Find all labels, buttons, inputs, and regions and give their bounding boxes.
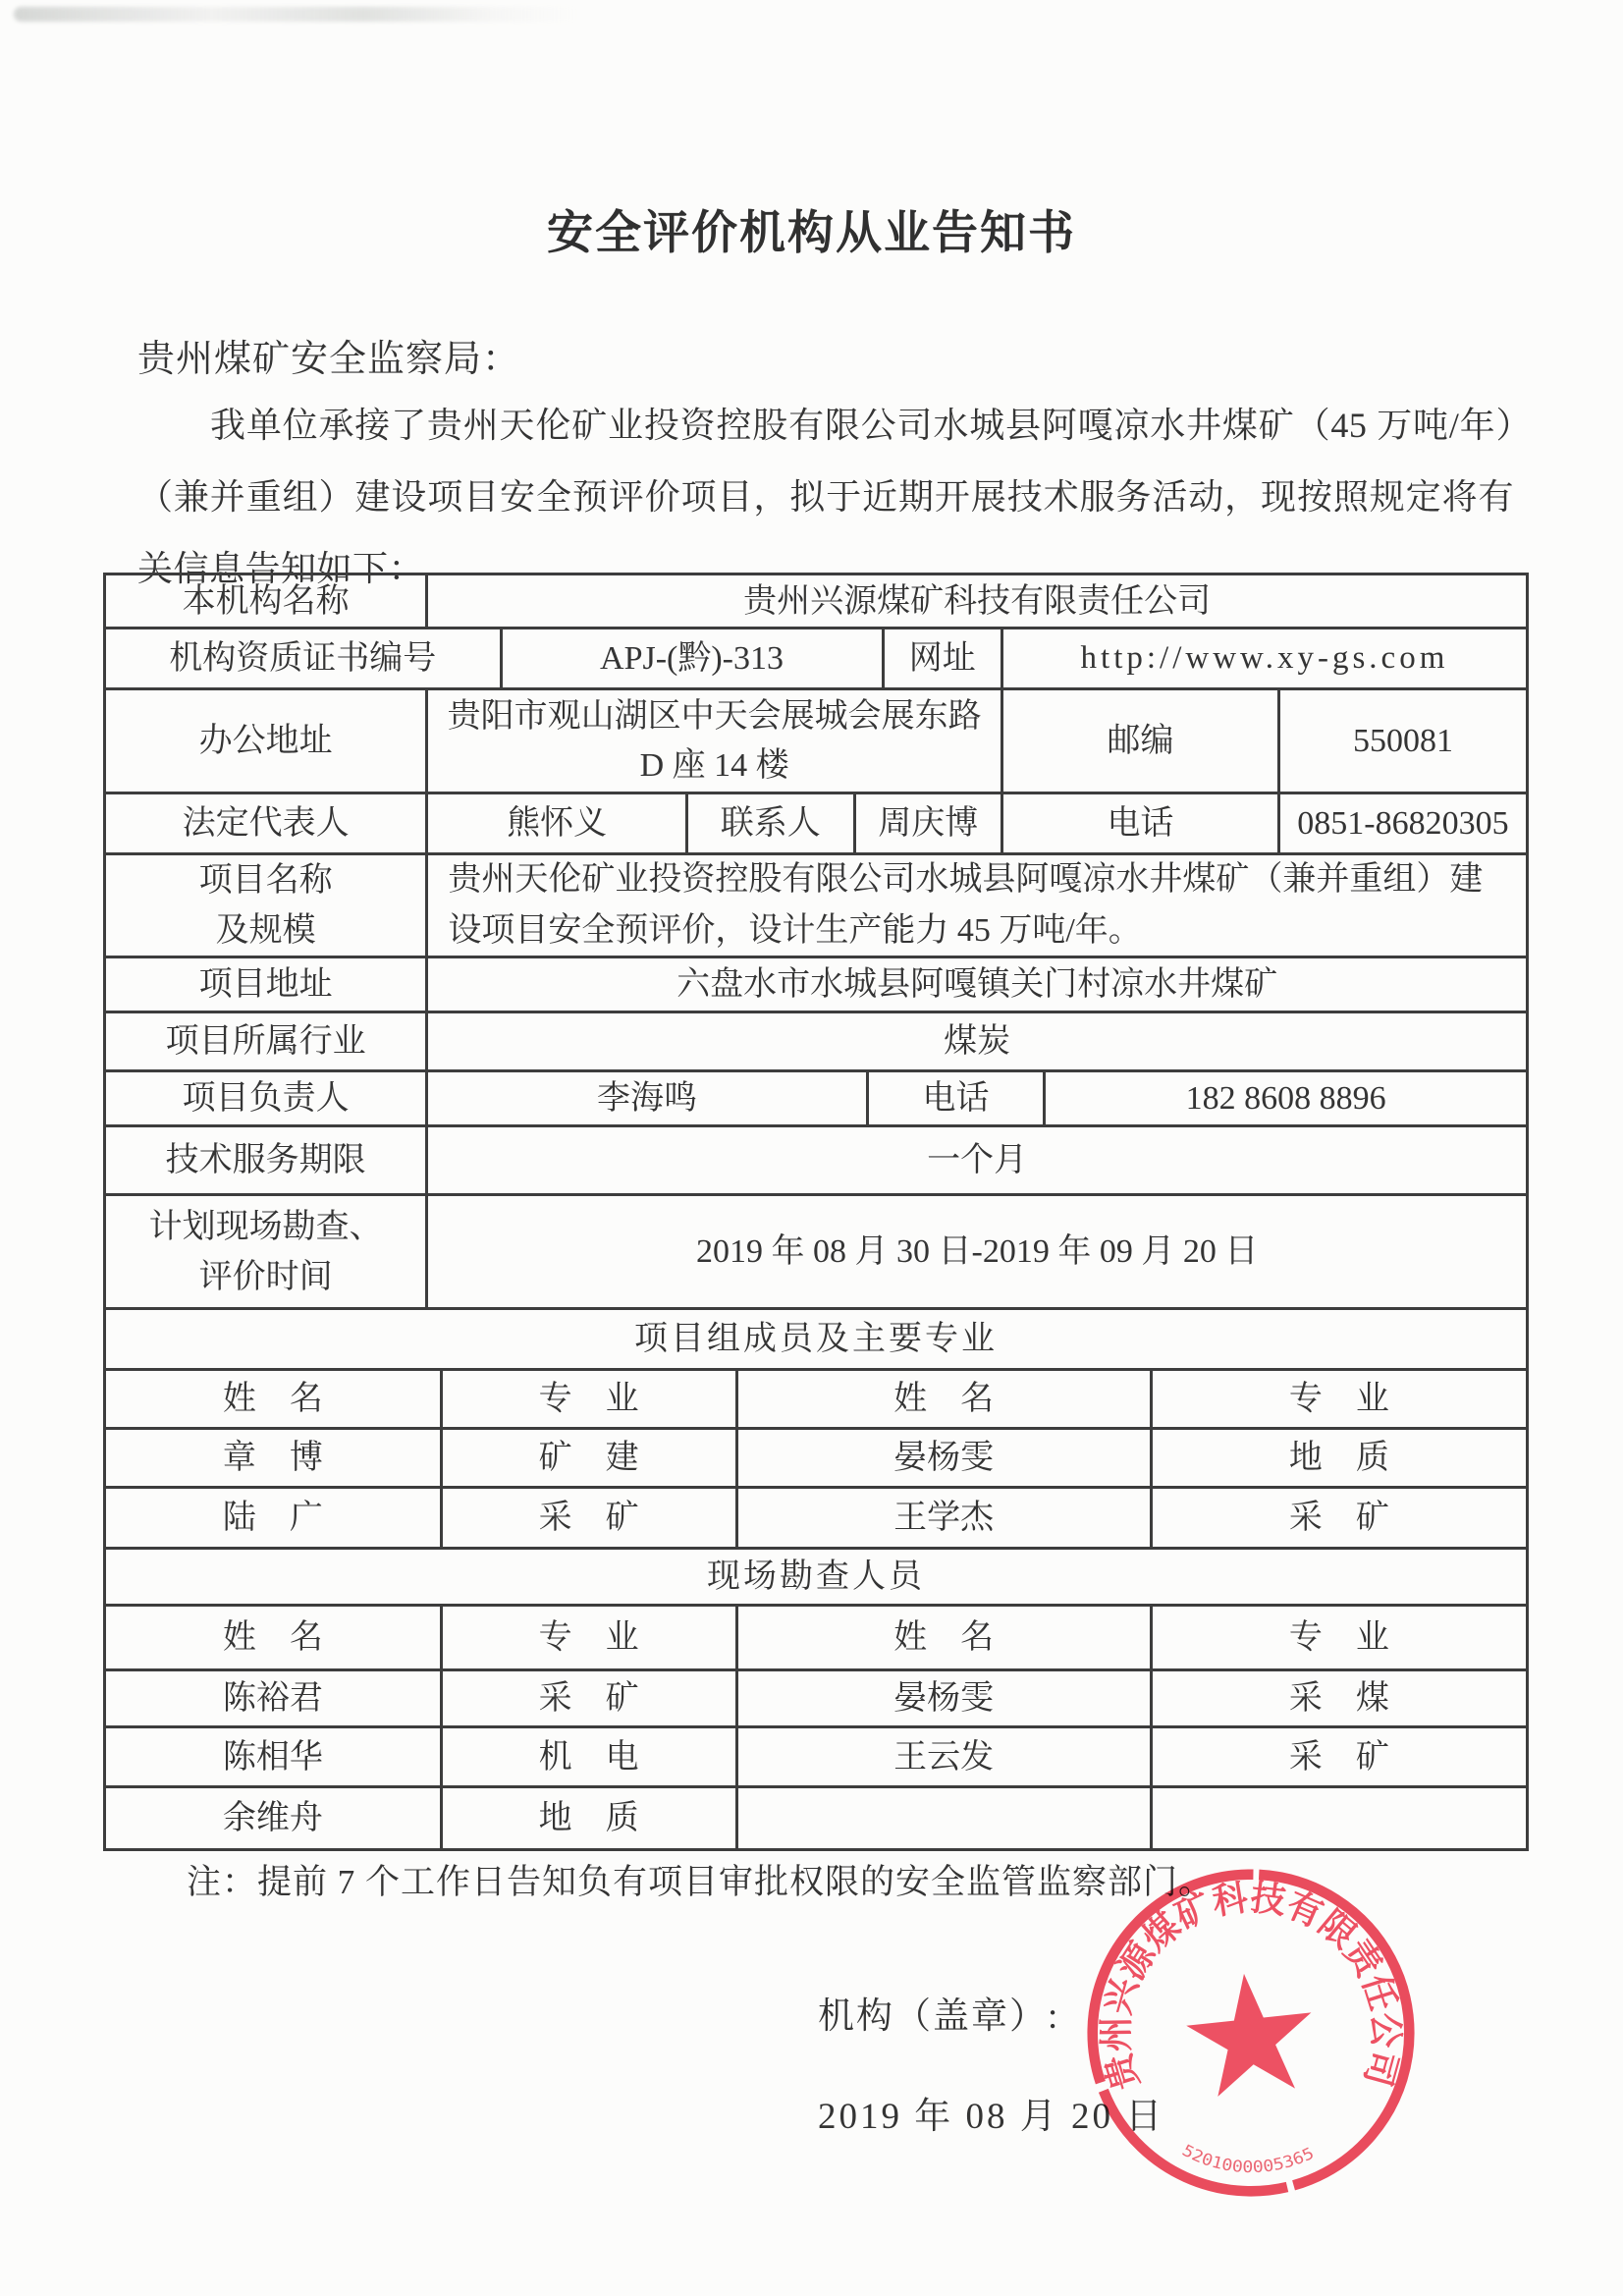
surveyor-name bbox=[735, 1788, 1150, 1848]
table-row bbox=[106, 956, 1526, 1011]
table-section-header-row bbox=[106, 1547, 1526, 1604]
team-header: 项目组成员及主要专业 bbox=[634, 1321, 998, 1357]
table-header-row bbox=[106, 1604, 1526, 1668]
table-row bbox=[106, 852, 1526, 956]
table-row bbox=[106, 1725, 1526, 1785]
member-col-name2: 姓 名 bbox=[735, 1371, 1150, 1427]
schedule-label-line1: 计划现场勘查、 bbox=[148, 1208, 383, 1245]
surveyor-name: 晏杨雯 bbox=[735, 1671, 1150, 1725]
cert-label: 机构资质证书编号 bbox=[169, 640, 437, 677]
office-address-value: 贵阳市观山湖区中天会展城会展东路 D 座 14 楼 bbox=[425, 690, 1001, 792]
signature-label: 机构（盖章）: bbox=[818, 1996, 1060, 2037]
contact-value: 周庆博 bbox=[853, 794, 1001, 852]
survey-col-major2: 专 业 bbox=[1150, 1607, 1526, 1668]
table-section-header-row bbox=[106, 1307, 1526, 1368]
addressee: 贵州煤矿安全监察局： bbox=[137, 339, 521, 380]
surveyor-major: 采 矿 bbox=[1150, 1728, 1526, 1785]
surveyor-major: 采 矿 bbox=[440, 1671, 735, 1725]
postcode-label: 邮编 bbox=[1001, 690, 1277, 792]
office-label: 办公地址 bbox=[198, 723, 333, 759]
info-table bbox=[103, 573, 1529, 1851]
org-name-value: 贵州兴源煤矿科技有限责任公司 bbox=[425, 575, 1526, 627]
member-name: 陆 广 bbox=[222, 1500, 323, 1536]
surveyor-major: 地 质 bbox=[440, 1788, 735, 1848]
leader-tel-label: 电话 bbox=[866, 1072, 1044, 1124]
leader-value: 李海鸣 bbox=[425, 1072, 865, 1124]
scan-artifact bbox=[14, 7, 578, 22]
duration-label: 技术服务期限 bbox=[165, 1142, 366, 1178]
project-name-value: 贵州天伦矿业投资控股有限公司水城县阿嘎凉水井煤矿（兼并重组）建设项目安全预评价，设计生产能力 45 万吨/年。 bbox=[425, 855, 1526, 956]
project-addr-value: 六盘水市水城县阿嘎镇关门村凉水井煤矿 bbox=[425, 958, 1526, 1011]
postcode-value: 550081 bbox=[1277, 690, 1526, 792]
project-addr-label: 项目地址 bbox=[198, 966, 333, 1003]
note-line: 注：提前 7 个工作日告知负有项目审批权限的安全监管监察部门。 bbox=[187, 1863, 1215, 1901]
industry-label: 项目所属行业 bbox=[165, 1023, 366, 1060]
intro-paragraph: 我单位承接了贵州天伦矿业投资控股有限公司水城县阿嘎凉水井煤矿（45 万吨/年）（兼并重组）建设项目安全预评价项目，拟于近期开展技术服务活动，现按照规定将有关信息告知如下： bbox=[137, 406, 1514, 588]
survey-col-name2: 姓 名 bbox=[735, 1607, 1150, 1668]
member-col-name1: 姓 名 bbox=[222, 1381, 323, 1417]
tel-label: 电话 bbox=[1001, 794, 1277, 852]
table-header-row bbox=[106, 1368, 1526, 1427]
member-major: 矿 建 bbox=[440, 1430, 735, 1486]
website-value: http://www.xy-gs.com bbox=[1001, 629, 1526, 687]
surveyor-name: 余维舟 bbox=[222, 1800, 323, 1836]
project-name-label-line2: 及规模 bbox=[215, 912, 316, 949]
member-major: 采 矿 bbox=[440, 1489, 735, 1547]
stamp-serial-text: 5201000005365 bbox=[1178, 2140, 1317, 2177]
table-row bbox=[106, 792, 1526, 852]
table-row bbox=[106, 1193, 1526, 1307]
surveyor-name: 陈裕君 bbox=[222, 1680, 323, 1717]
member-name: 晏杨雯 bbox=[735, 1430, 1150, 1486]
member-col-major2: 专 业 bbox=[1150, 1371, 1526, 1427]
legal-rep-label: 法定代表人 bbox=[182, 805, 350, 842]
table-row bbox=[106, 1427, 1526, 1486]
legal-rep-value: 熊怀义 bbox=[425, 794, 685, 852]
duration-value: 一个月 bbox=[425, 1127, 1526, 1193]
table-row bbox=[106, 575, 1526, 627]
surveyor-name: 王云发 bbox=[735, 1728, 1150, 1785]
project-name-label bbox=[106, 855, 425, 956]
table-row bbox=[106, 1668, 1526, 1725]
surveyor-major: 采 煤 bbox=[1150, 1671, 1526, 1725]
table-row bbox=[106, 1124, 1526, 1193]
leader-label: 项目负责人 bbox=[182, 1080, 350, 1117]
stamp-company-text: 贵州兴源煤矿科技有限责任公司 bbox=[1096, 1877, 1407, 2095]
org-name-label: 本机构名称 bbox=[182, 582, 350, 620]
table-row bbox=[106, 1785, 1526, 1848]
survey-col-major1: 专 业 bbox=[440, 1607, 735, 1668]
stamp-star-icon bbox=[1181, 1967, 1319, 2099]
industry-value: 煤炭 bbox=[425, 1013, 1526, 1069]
survey-col-name1: 姓 名 bbox=[222, 1619, 323, 1656]
table-row bbox=[106, 687, 1526, 792]
table-row bbox=[106, 1011, 1526, 1069]
member-name: 章 博 bbox=[222, 1440, 323, 1476]
table-row bbox=[106, 627, 1526, 687]
surveyor-major: 机 电 bbox=[440, 1728, 735, 1785]
project-name-label-line1: 项目名称 bbox=[198, 862, 333, 899]
member-col-major1: 专 业 bbox=[440, 1371, 735, 1427]
leader-tel-value: 182 8608 8896 bbox=[1043, 1072, 1526, 1124]
tel-value: 0851-86820305 bbox=[1277, 794, 1526, 852]
schedule-label bbox=[106, 1196, 425, 1307]
contact-label: 联系人 bbox=[685, 794, 853, 852]
surveyor-name: 陈相华 bbox=[222, 1738, 323, 1776]
table-row bbox=[106, 1486, 1526, 1547]
signature-date: 2019 年 08 月 20 日 bbox=[818, 2097, 1165, 2137]
cert-no-value: APJ-(黔)-313 bbox=[500, 629, 882, 687]
table-row bbox=[106, 1069, 1526, 1124]
surveyor-major bbox=[1150, 1788, 1526, 1848]
company-stamp bbox=[1062, 1844, 1439, 2221]
member-name: 王学杰 bbox=[735, 1489, 1150, 1547]
page-title: 安全评价机构从业告知书 bbox=[547, 208, 1076, 259]
member-major: 采 矿 bbox=[1150, 1489, 1526, 1547]
survey-header: 现场勘查人员 bbox=[707, 1558, 925, 1595]
member-major: 地 质 bbox=[1150, 1430, 1526, 1486]
website-label: 网址 bbox=[882, 629, 1001, 687]
schedule-value: 2019 年 08 月 30 日-2019 年 09 月 20 日 bbox=[425, 1196, 1526, 1307]
schedule-label-line2: 评价时间 bbox=[198, 1258, 333, 1295]
